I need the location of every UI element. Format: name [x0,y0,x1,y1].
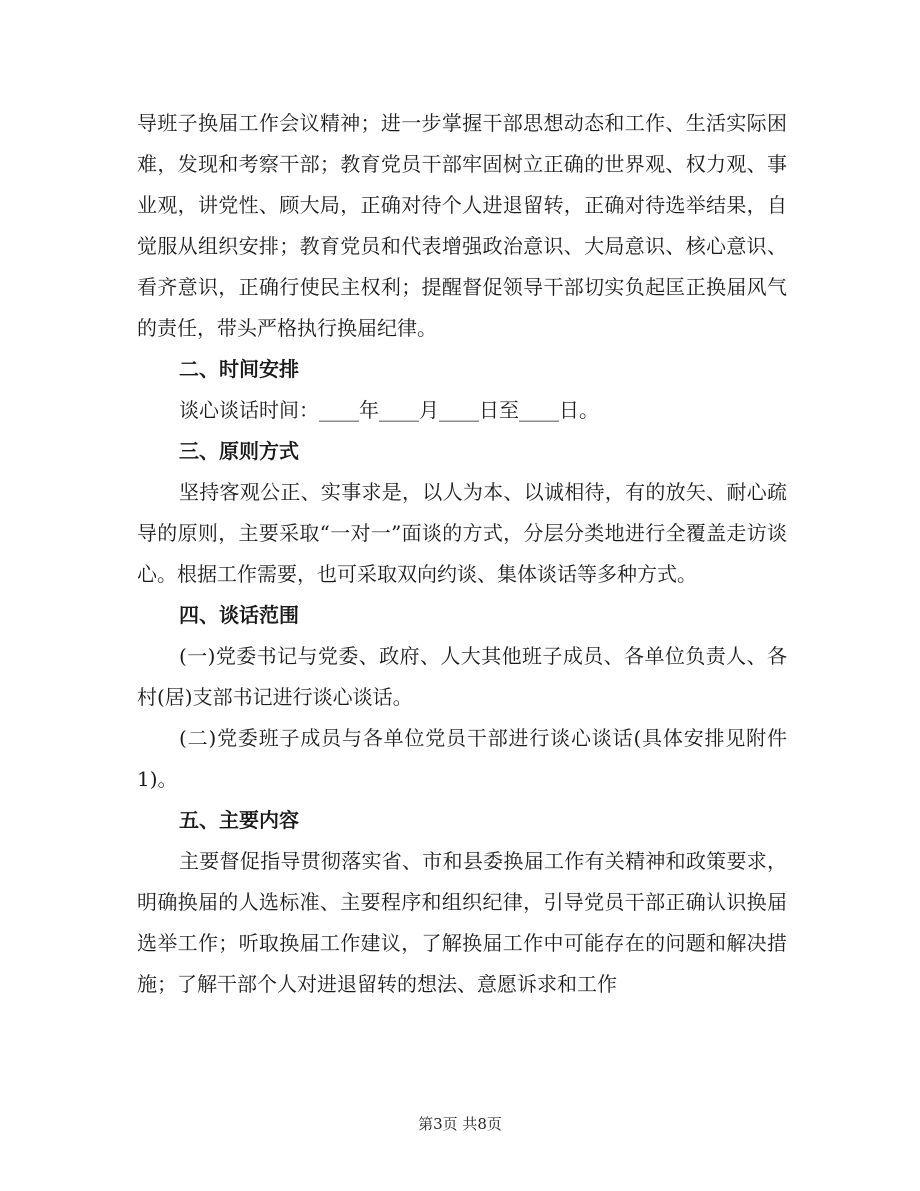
paragraph-scope-2: (二)党委班子成员与各单位党员干部进行谈心谈话(具体安排见附件1)。 [137,726,787,791]
paragraph-scope-1: (一)党委书记与党委、政府、人大其他班子成员、各单位负责人、各村(居)支部书记进行谈心谈话。 [137,644,787,709]
page-number-footer: 第3页 共8页 [418,1115,502,1133]
paragraph-principles: 坚持客观公正、实事求是，以人为本、以诚相待，有的放矢、耐心疏导的原则，主要采取“一对一”面谈的方式，分层分类地进行全覆盖走访谈心。根据工作需要，也可采取双向约谈、集体谈话等多种方式。 [137,480,787,586]
heading-principles: 三、原则方式 [179,439,299,463]
heading-time-schedule: 二、时间安排 [179,357,299,381]
paragraph-main-content: 主要督促指导贯彻落实省、市和县委换届工作有关精神和政策要求，明确换届的人选标准、主要程序和组织纪律，引导党员干部正确认识换届选举工作；听取换届工作建议，了解换届工作中可能存在的问题和解决措施；了解干部个人对进退留转的想法、意愿诉求和工作 [137,849,787,996]
paragraph-talk-time: 谈心谈话时间：____年____月____日至____日。 [179,398,599,422]
heading-scope: 四、谈话范围 [179,603,299,627]
document-body [137,103,787,1005]
paragraph-intro-continued: 导班子换届工作会议精神；进一步掌握干部思想动态和工作、生活实际困难，发现和考察干部；教育党员干部牢固树立正确的世界观、权力观、事业观，讲党性、顾大局，正确对待个人进退留转，正确对待选举结果，自觉服从组织安排；教育党员和代表增强政治意识、大局意识、核心意识、看齐意识，正确行使民主权利；提醒督促领导干部切实负起匡正换届风气的责任，带头严格执行换届纪律。 [137,111,787,340]
heading-main-content: 五、主要内容 [179,808,299,832]
